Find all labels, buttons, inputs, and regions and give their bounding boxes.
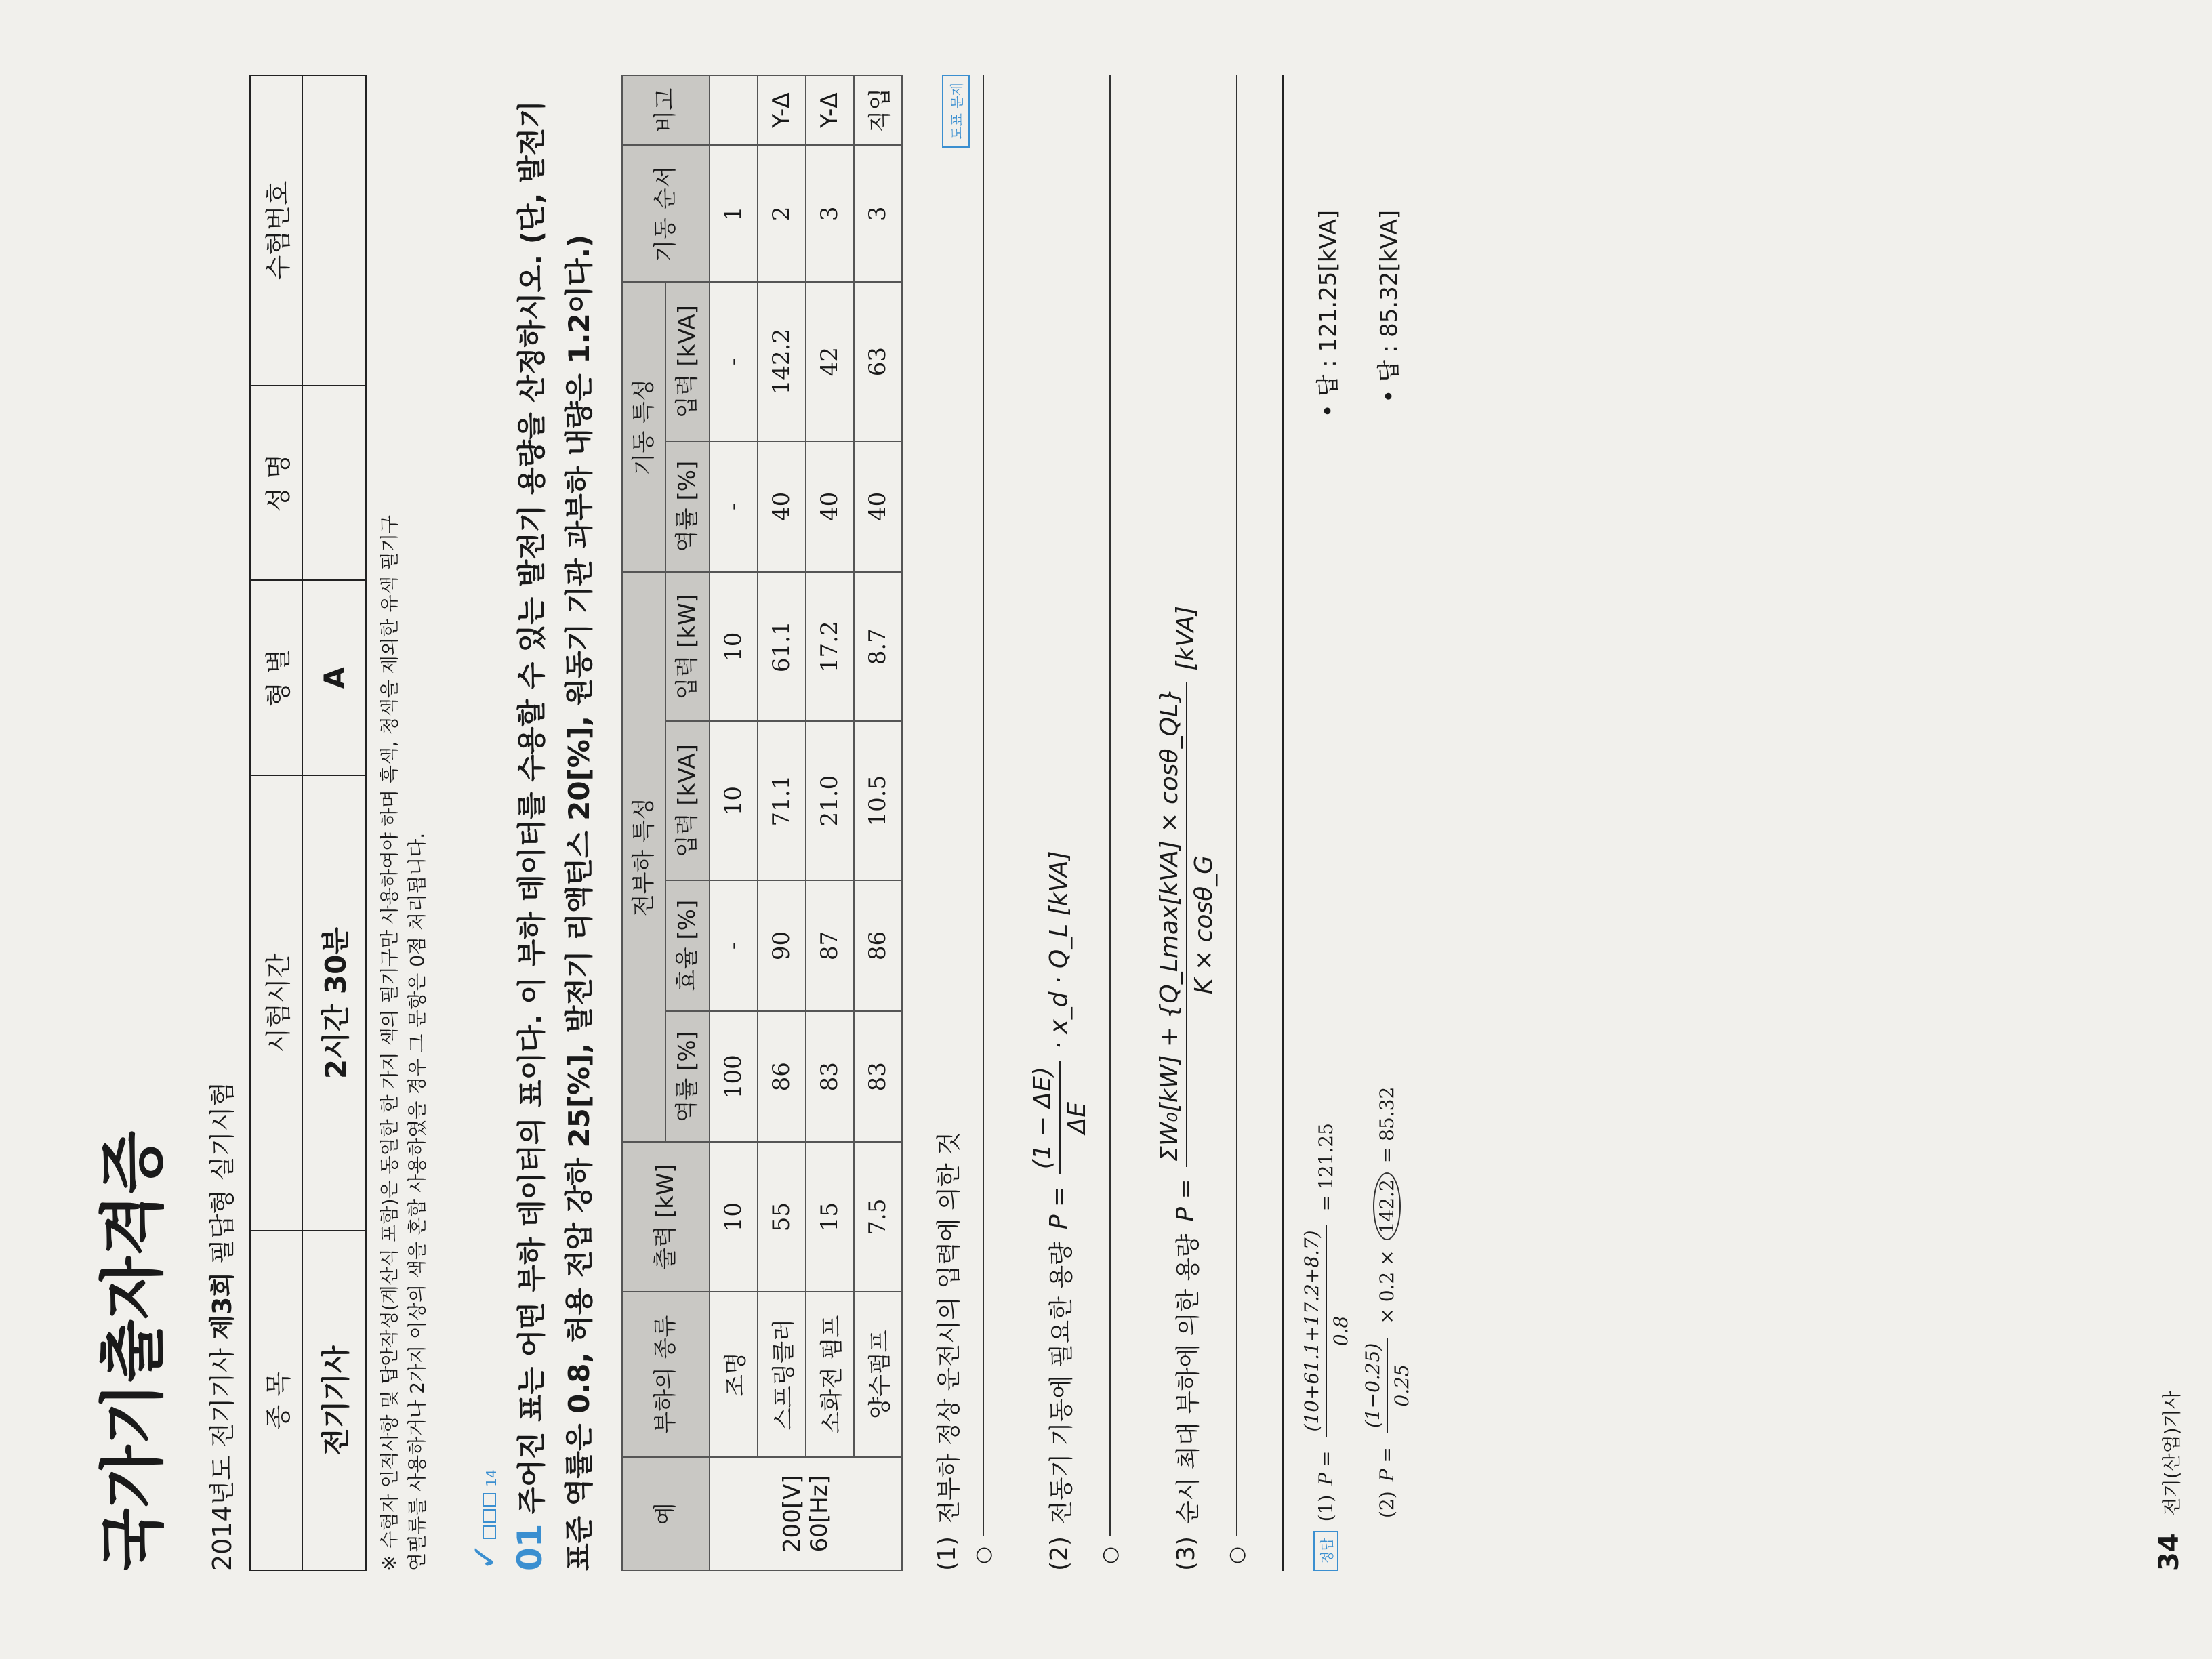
cell-type: 소화전 펌프 bbox=[806, 1292, 854, 1458]
check-mark bbox=[465, 1469, 504, 1571]
bullet-icon: ○ bbox=[1097, 1546, 1122, 1564]
cell-type: 스프링클러 bbox=[758, 1292, 806, 1458]
cell-note: Y-Δ bbox=[758, 75, 806, 145]
answer-line-3[interactable] bbox=[1225, 75, 1248, 1564]
exam-round: 제3회 bbox=[207, 1272, 237, 1340]
col-output: 출력 [kW] bbox=[622, 1142, 710, 1291]
cell-eff: 87 bbox=[806, 880, 854, 1011]
answer-rule bbox=[981, 75, 984, 1536]
col-example: 예 bbox=[622, 1457, 710, 1570]
table-row bbox=[806, 75, 854, 1570]
answer-rule bbox=[1235, 75, 1237, 1536]
subquestion-text: 전동기 기동에 필요한 용량 bbox=[1048, 1242, 1076, 1524]
solution-denominator: 0.8 bbox=[1329, 1315, 1352, 1347]
col-note: 비고 bbox=[622, 75, 710, 145]
cell-pf: 100 bbox=[710, 1011, 758, 1142]
cell-note: Y-Δ bbox=[806, 75, 854, 145]
final-answer: • 답 : 121.25[kVA] bbox=[1315, 210, 1343, 418]
col-in-kva: 입력 [kVA] bbox=[665, 721, 710, 880]
cell-in-kva: 10.5 bbox=[854, 721, 902, 880]
cell-start-pf: 40 bbox=[806, 441, 854, 572]
cell-order: 1 bbox=[710, 145, 758, 282]
cell-start-pf: 40 bbox=[854, 441, 902, 572]
cell-in-kw: 61.1 bbox=[758, 572, 806, 721]
notice-line: 연필류를 사용하거나 2가지 이상의 색을 혼합 사용하였을 경우 그 문항은 0점 처리됩니다. bbox=[405, 832, 428, 1571]
cell-in-kva: 21.0 bbox=[806, 721, 854, 880]
exam-prefix: 2014년도 전기기사 bbox=[207, 1347, 237, 1571]
answer-line-2[interactable] bbox=[1098, 75, 1122, 1564]
cell-in-kw: 17.2 bbox=[806, 572, 854, 721]
notice-line: ※ 수험자 인적사항 및 답안작성(계산식 포함)은 동일한 한 가지 색의 필기구만 사용하여야 하며 흑색, 청색을 제외한 유색 필기구 bbox=[378, 515, 401, 1571]
col-start-kva: 입력 [kVA] bbox=[665, 282, 710, 441]
solution-number: (1) bbox=[1315, 1494, 1338, 1522]
info-header-time: 시험시간 bbox=[250, 775, 302, 1231]
cell-start-pf: - bbox=[710, 441, 758, 572]
cell-type: 조명 bbox=[710, 1292, 758, 1458]
exam-suffix: 필답형 실기시험 bbox=[207, 1081, 237, 1264]
solution-denominator: 0.25 bbox=[1390, 1364, 1413, 1407]
review-checkboxes[interactable] bbox=[483, 1493, 496, 1539]
load-data-table bbox=[621, 75, 903, 1571]
cell-start-kva: 142.2 bbox=[758, 282, 806, 441]
cell-order: 2 bbox=[758, 145, 806, 282]
col-eff: 효율 [%] bbox=[665, 880, 710, 1011]
bullet-icon: ○ bbox=[1224, 1546, 1248, 1564]
info-name-field[interactable] bbox=[302, 386, 366, 581]
cell-type: 양수펌프 bbox=[854, 1292, 902, 1458]
answer-rule bbox=[1108, 75, 1111, 1536]
solution-result: = 121.25 bbox=[1315, 1123, 1338, 1212]
cell-start-pf: 40 bbox=[758, 441, 806, 572]
cell-output: 10 bbox=[710, 1142, 758, 1291]
col-start-pf: 역률 [%] bbox=[665, 441, 710, 572]
col-start-order: 기동 순서 bbox=[622, 145, 710, 282]
cell-in-kva: 71.1 bbox=[758, 721, 806, 880]
footer-text: 전기(산업)기사 bbox=[2160, 1391, 2183, 1516]
subquestion-number: (2) bbox=[1046, 1536, 1074, 1571]
info-time: 2시간 30분 bbox=[302, 775, 366, 1231]
page-number: 34 bbox=[2154, 1533, 2185, 1571]
page-footer bbox=[2154, 1391, 2185, 1571]
cell-note bbox=[710, 75, 758, 145]
formula-denominator: K × cosθ_G bbox=[1189, 855, 1218, 995]
solution-result: = 85.32 bbox=[1376, 1086, 1399, 1164]
formula-denominator: ΔE bbox=[1063, 1101, 1091, 1134]
col-pf: 역률 [%] bbox=[665, 1011, 710, 1142]
cell-example: 200[V] 60[Hz] bbox=[710, 1457, 902, 1570]
formula-numerator: ΣW₀[kW] + {Q_Lmax[kVA] × cosθ_QL} bbox=[1155, 682, 1187, 1167]
book-title: 국가기출자격증 bbox=[95, 1130, 171, 1571]
col-full-load: 전부하 특성 bbox=[622, 572, 666, 1142]
question-badge: 도표 문제 bbox=[942, 75, 970, 148]
subquestion-2 bbox=[1029, 75, 1091, 1571]
table-row bbox=[758, 75, 806, 1570]
question-header bbox=[465, 75, 504, 1571]
divider bbox=[1282, 75, 1284, 1571]
cell-in-kw: 8.7 bbox=[854, 572, 902, 721]
bullet-icon: ○ bbox=[970, 1546, 995, 1564]
formula: P = (1 − ΔE) ΔE · x_d · Q_L [kVA] bbox=[1028, 851, 1091, 1230]
info-header-number: 수험번호 bbox=[250, 75, 302, 386]
info-type: A bbox=[302, 580, 366, 775]
formula-rest: [kVA] bbox=[1171, 605, 1200, 671]
info-header-type: 형 별 bbox=[250, 580, 302, 775]
info-number-field[interactable] bbox=[302, 75, 366, 386]
answer-badge: 정답 bbox=[1313, 1531, 1338, 1571]
answer-line-1[interactable] bbox=[971, 75, 995, 1564]
check-icon: ✓ bbox=[465, 1542, 505, 1571]
cell-output: 7.5 bbox=[854, 1142, 902, 1291]
formula: P = ΣW₀[kW] + {Q_Lmax[kVA] × cosθ_QL} K × cosθ_G [kVA] bbox=[1155, 605, 1218, 1222]
table-row bbox=[710, 75, 758, 1570]
solution-multiplier: × 0.2 × bbox=[1376, 1250, 1399, 1324]
cell-eff: 90 bbox=[758, 880, 806, 1011]
table-row bbox=[854, 75, 902, 1570]
col-starting: 기동 특성 bbox=[622, 282, 666, 572]
cell-start-kva: 63 bbox=[854, 282, 902, 441]
solution-numerator: (1−0.25) bbox=[1361, 1338, 1388, 1433]
subquestion-1 bbox=[930, 75, 964, 1571]
cell-in-kva: 10 bbox=[710, 721, 758, 880]
cell-output: 55 bbox=[758, 1142, 806, 1291]
formula-numerator: (1 − ΔE) bbox=[1029, 1061, 1061, 1174]
cell-start-kva: - bbox=[710, 282, 758, 441]
subquestion-number: (1) bbox=[933, 1536, 961, 1571]
question-text bbox=[504, 75, 601, 1571]
question-mark-number: 14 bbox=[483, 1469, 500, 1487]
cell-pf: 83 bbox=[854, 1011, 902, 1142]
solution-2: (2) P = (1−0.25) 0.25 × 0.2 × 142.2 = 85.32 • 답 : 85.32[kVA] bbox=[1361, 75, 1413, 1571]
subquestion-text: 순시 최대 부하에 의한 용량 bbox=[1174, 1233, 1203, 1524]
col-in-kw: 입력 [kW] bbox=[665, 572, 710, 721]
cell-in-kw: 10 bbox=[710, 572, 758, 721]
cell-note: 직입 bbox=[854, 75, 902, 145]
exam-title bbox=[201, 75, 239, 1571]
cell-pf: 86 bbox=[758, 1011, 806, 1142]
question-body: 주어진 표는 어떤 부하 데이터의 표이다. 이 부하 데이터를 수용할 수 있는 발전기 용량을 산정하시오. (단, 발전기 표준 역률은 0.8, 허용 전압 강하 25[%], 발전기 리액턴스 20[%], 원동기 기관 과부하 내량은 1.2이다.) bbox=[515, 100, 596, 1571]
cell-start-kva: 42 bbox=[806, 282, 854, 441]
question-number: 01 bbox=[510, 1523, 550, 1571]
info-subject: 전기기사 bbox=[302, 1231, 366, 1570]
info-header-name: 성 명 bbox=[250, 386, 302, 581]
subquestion-text: 전부하 정상 운전시의 입력에 의한 것 bbox=[935, 1132, 963, 1524]
solution-numerator: (10+61.1+17.2+8.7) bbox=[1300, 1225, 1327, 1437]
notice bbox=[376, 75, 431, 1571]
solution-number: (2) bbox=[1376, 1491, 1399, 1518]
cell-order: 3 bbox=[854, 145, 902, 282]
subquestion-3 bbox=[1155, 75, 1218, 1571]
cell-eff: 86 bbox=[854, 880, 902, 1011]
exam-info-table bbox=[249, 75, 367, 1571]
info-header-subject: 종 목 bbox=[250, 1231, 302, 1570]
subquestion-number: (3) bbox=[1172, 1536, 1201, 1571]
solution-1: 정답 (1) P = (10+61.1+17.2+8.7) 0.8 = 121.25 • 답 : 121.25[kVA] bbox=[1300, 75, 1352, 1571]
cell-eff: - bbox=[710, 880, 758, 1011]
circled-value: 142.2 bbox=[1373, 1172, 1401, 1240]
final-answer: • 답 : 85.32[kVA] bbox=[1376, 210, 1404, 403]
cell-order: 3 bbox=[806, 145, 854, 282]
formula-rest: · x_d · Q_L [kVA] bbox=[1044, 851, 1073, 1050]
col-load-type: 부하의 종류 bbox=[622, 1292, 710, 1458]
cell-output: 15 bbox=[806, 1142, 854, 1291]
cell-pf: 83 bbox=[806, 1011, 854, 1142]
